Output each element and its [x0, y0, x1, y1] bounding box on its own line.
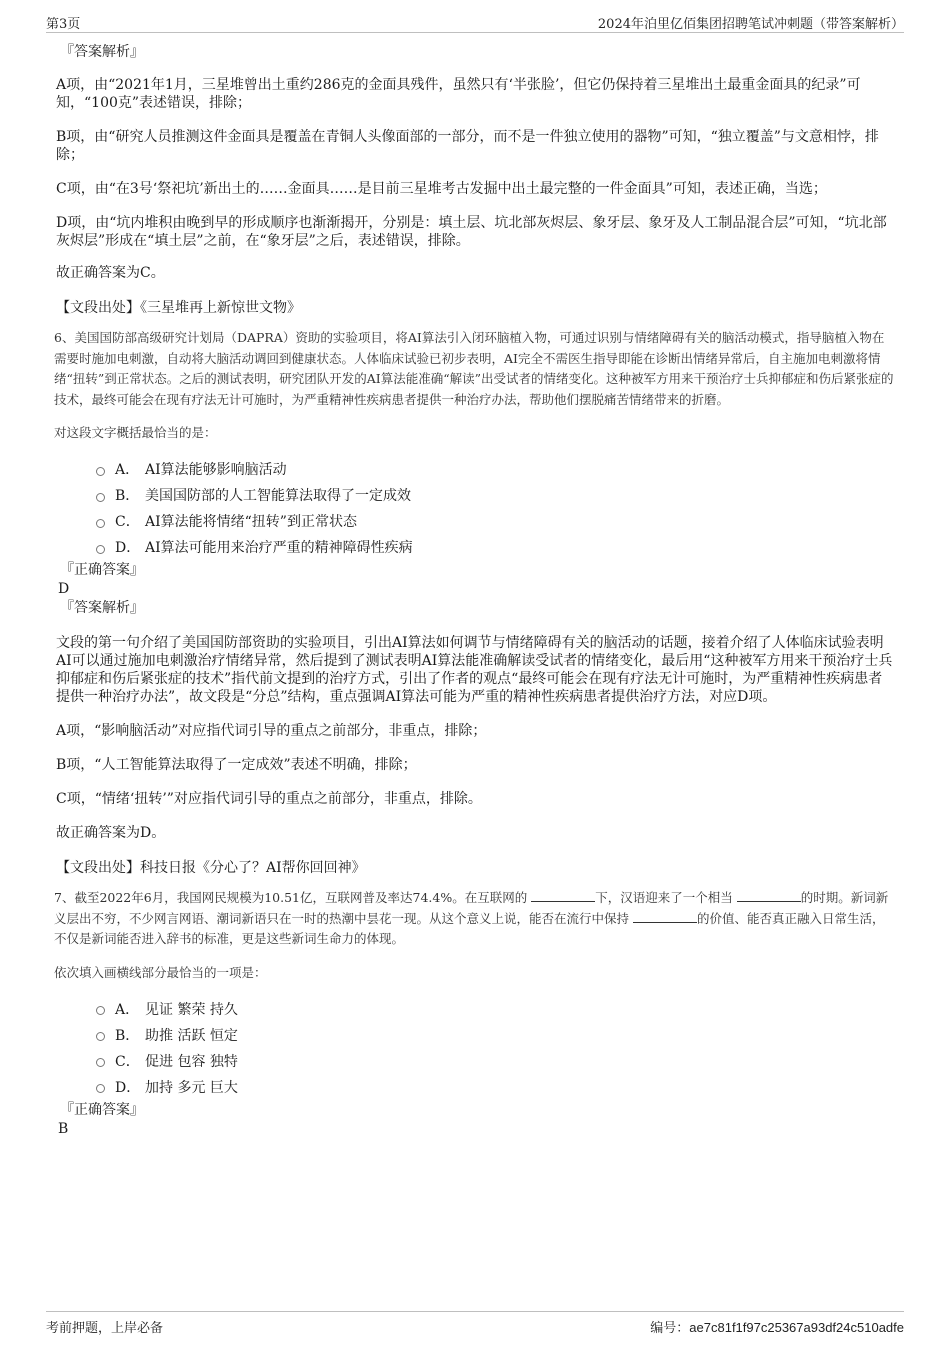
radio-button[interactable] [96, 493, 105, 502]
radio-button[interactable] [96, 545, 105, 554]
q6-conclusion: 故正确答案为D。 [56, 825, 166, 841]
q7-answer-label: 『正确答案』 [60, 1101, 144, 1118]
q5-analysis-a: A项，由“2021年1月，三星堆曾出土重约286克的金面具残件，虽然只有‘半张脸’，但它仍保持着三星堆出土最重金面具的纪录”可知，“100克”表述错误，排除； [56, 77, 861, 111]
radio-button[interactable] [96, 519, 105, 528]
q6-options [96, 456, 894, 560]
q6-analysis-main: 文段的第一句介绍了美国国防部资助的实验项目，引出AI算法如何调节与情绪障碍有关的脑活动的话题，接着介绍了人体临床试验表明AI可以通过施加电刺激治疗情绪异常，然后提到了测试表明AI算法能准确解读受试者的情绪变化，最后用“这种被军方用来干预治疗士兵抑郁症和伤后紧张症的技术”指代前文提到的治疗方式，引出了作者的观点“最终可能会在现有疗法无计可施时，为严重精神性疾病患者提供一种治疗办法”，故文段是“分总”结构，重点强调AI算法可能为严重的精神性疾病患者提供治疗方法，对应D项。 [56, 635, 893, 705]
q6-analysis-label: 『答案解析』 [60, 600, 144, 616]
page-number: 第3页 [46, 17, 81, 32]
q7-option-a[interactable]: A． 见证 繁荣 持久 [96, 996, 894, 1022]
q6-analysis-b: B项，“人工智能算法取得了一定成效”表述不明确，排除； [56, 757, 417, 773]
radio-button[interactable] [96, 467, 105, 476]
q6-option-d[interactable]: D． AI算法可能用来治疗严重的精神障碍性疾病 [96, 534, 894, 560]
q7-options [96, 996, 894, 1100]
q7-answer: B [58, 1120, 69, 1137]
radio-button[interactable] [96, 1006, 105, 1015]
page-content [56, 42, 894, 1138]
q6-answer-label: 『正确答案』 [60, 562, 144, 578]
q5-analysis-c: C项，由“在3号‘祭祀坑’新出土的……金面具……是目前三星堆考古发掘中出土最完整的一件金面具”可知，表述正确，当选； [56, 181, 827, 197]
radio-button[interactable] [96, 1058, 105, 1067]
q6-prompt: 对这段文字概括最恰当的是： [54, 425, 217, 440]
q7-question-text: 7、截至2022年6月，我国网民规模为10.51亿，互联网普及率达74.4%。在互联网的 下，汉语迎来了一个相当 的时期。新词新义层出不穷，不少网言网语、潮词新语只在一时的热潮中昙花一现。从这个意义上说，能否在流行中保持 的价值、能否真正融入日常生活，不仅是新词能否进入辞书的标准，更是这些新词生命力的体现。 [54, 890, 889, 946]
q6-option-b[interactable]: B． 美国国防部的人工智能算法取得了一定成效 [96, 482, 894, 508]
fill-blank-3 [633, 910, 697, 923]
q5-analysis-b: B项，由“研究人员推测这件金面具是覆盖在青铜人头像面部的一部分，而不是一件独立使用的器物”可知，“独立覆盖”与文意相悖，排除； [56, 129, 879, 163]
fill-blank-2 [737, 889, 801, 902]
q6-option-c[interactable]: C． AI算法能将情绪“扭转”到正常状态 [96, 508, 894, 534]
footer-slogan: 考前押题，上岸必备 [46, 1321, 164, 1336]
q5-source: 【文段出处】《三星堆再上新惊世文物》 [56, 300, 301, 316]
q6-question-text: 6、美国国防部高级研究计划局（DAPRA）资助的实验项目，将AI算法引入闭环脑植入物，可通过识别与情绪障碍有关的脑活动模式，指导脑植入物在需要时施加电刺激，自动将大脑活动调回到健康状态。人体临床试验已初步表明，AI完全不需医生指导即能在诊断出情绪异常后，自主施加电刺激将情绪“扭转”到正常状态。之后的测试表明，研究团队开发的AI算法能准确“解读”出受试者的情绪变化。这种被军方用来干预治疗士兵抑郁症和伤后紧张症的技术，最终可能会在现有疗法无计可施时，为严重精神性疾病患者提供一种治疗办法，帮助他们摆脱痛苦情绪带来的折磨。 [54, 330, 894, 407]
q7-option-c[interactable]: C． 促进 包容 独特 [96, 1048, 894, 1074]
q5-analysis-d: D项，由“坑内堆积由晚到早的形成顺序也渐渐揭开，分别是：填土层、坑北部灰烬层、象牙层、象牙及人工制品混合层”可知，“坑北部灰烬层”形成在“填土层”之前，在“象牙层”之后，表述错误，排除。 [56, 215, 887, 249]
q6-source: 【文段出处】科技日报《分心了？AI帮你回回神》 [56, 860, 366, 876]
q5-conclusion: 故正确答案为C。 [56, 265, 165, 281]
q7-option-d[interactable]: D． 加持 多元 巨大 [96, 1074, 894, 1100]
q7-prompt: 依次填入画横线部分最恰当的一项是： [54, 964, 267, 980]
q7-option-b[interactable]: B． 助推 活跃 恒定 [96, 1022, 894, 1048]
document-code: 编号：ae7c81f1f97c25367a93df24c510adfe [650, 1320, 904, 1336]
q5-analysis-label: 『答案解析』 [60, 44, 144, 60]
page-header [46, 10, 904, 33]
q6-option-a[interactable]: A． AI算法能够影响脑活动 [96, 456, 894, 482]
q6-analysis-a: A项，“影响脑活动”对应指代词引导的重点之前部分，非重点，排除； [56, 723, 487, 739]
radio-button[interactable] [96, 1084, 105, 1093]
page-footer [46, 1311, 904, 1336]
fill-blank-1 [531, 889, 595, 902]
q6-analysis-c: C项，“情绪‘扭转’”对应指代词引导的重点之前部分，非重点，排除。 [56, 791, 482, 807]
document-title: 2024年泊里亿佰集团招聘笔试冲刺题（带答案解析） [597, 17, 904, 32]
radio-button[interactable] [96, 1032, 105, 1041]
q6-answer: D [58, 581, 70, 597]
